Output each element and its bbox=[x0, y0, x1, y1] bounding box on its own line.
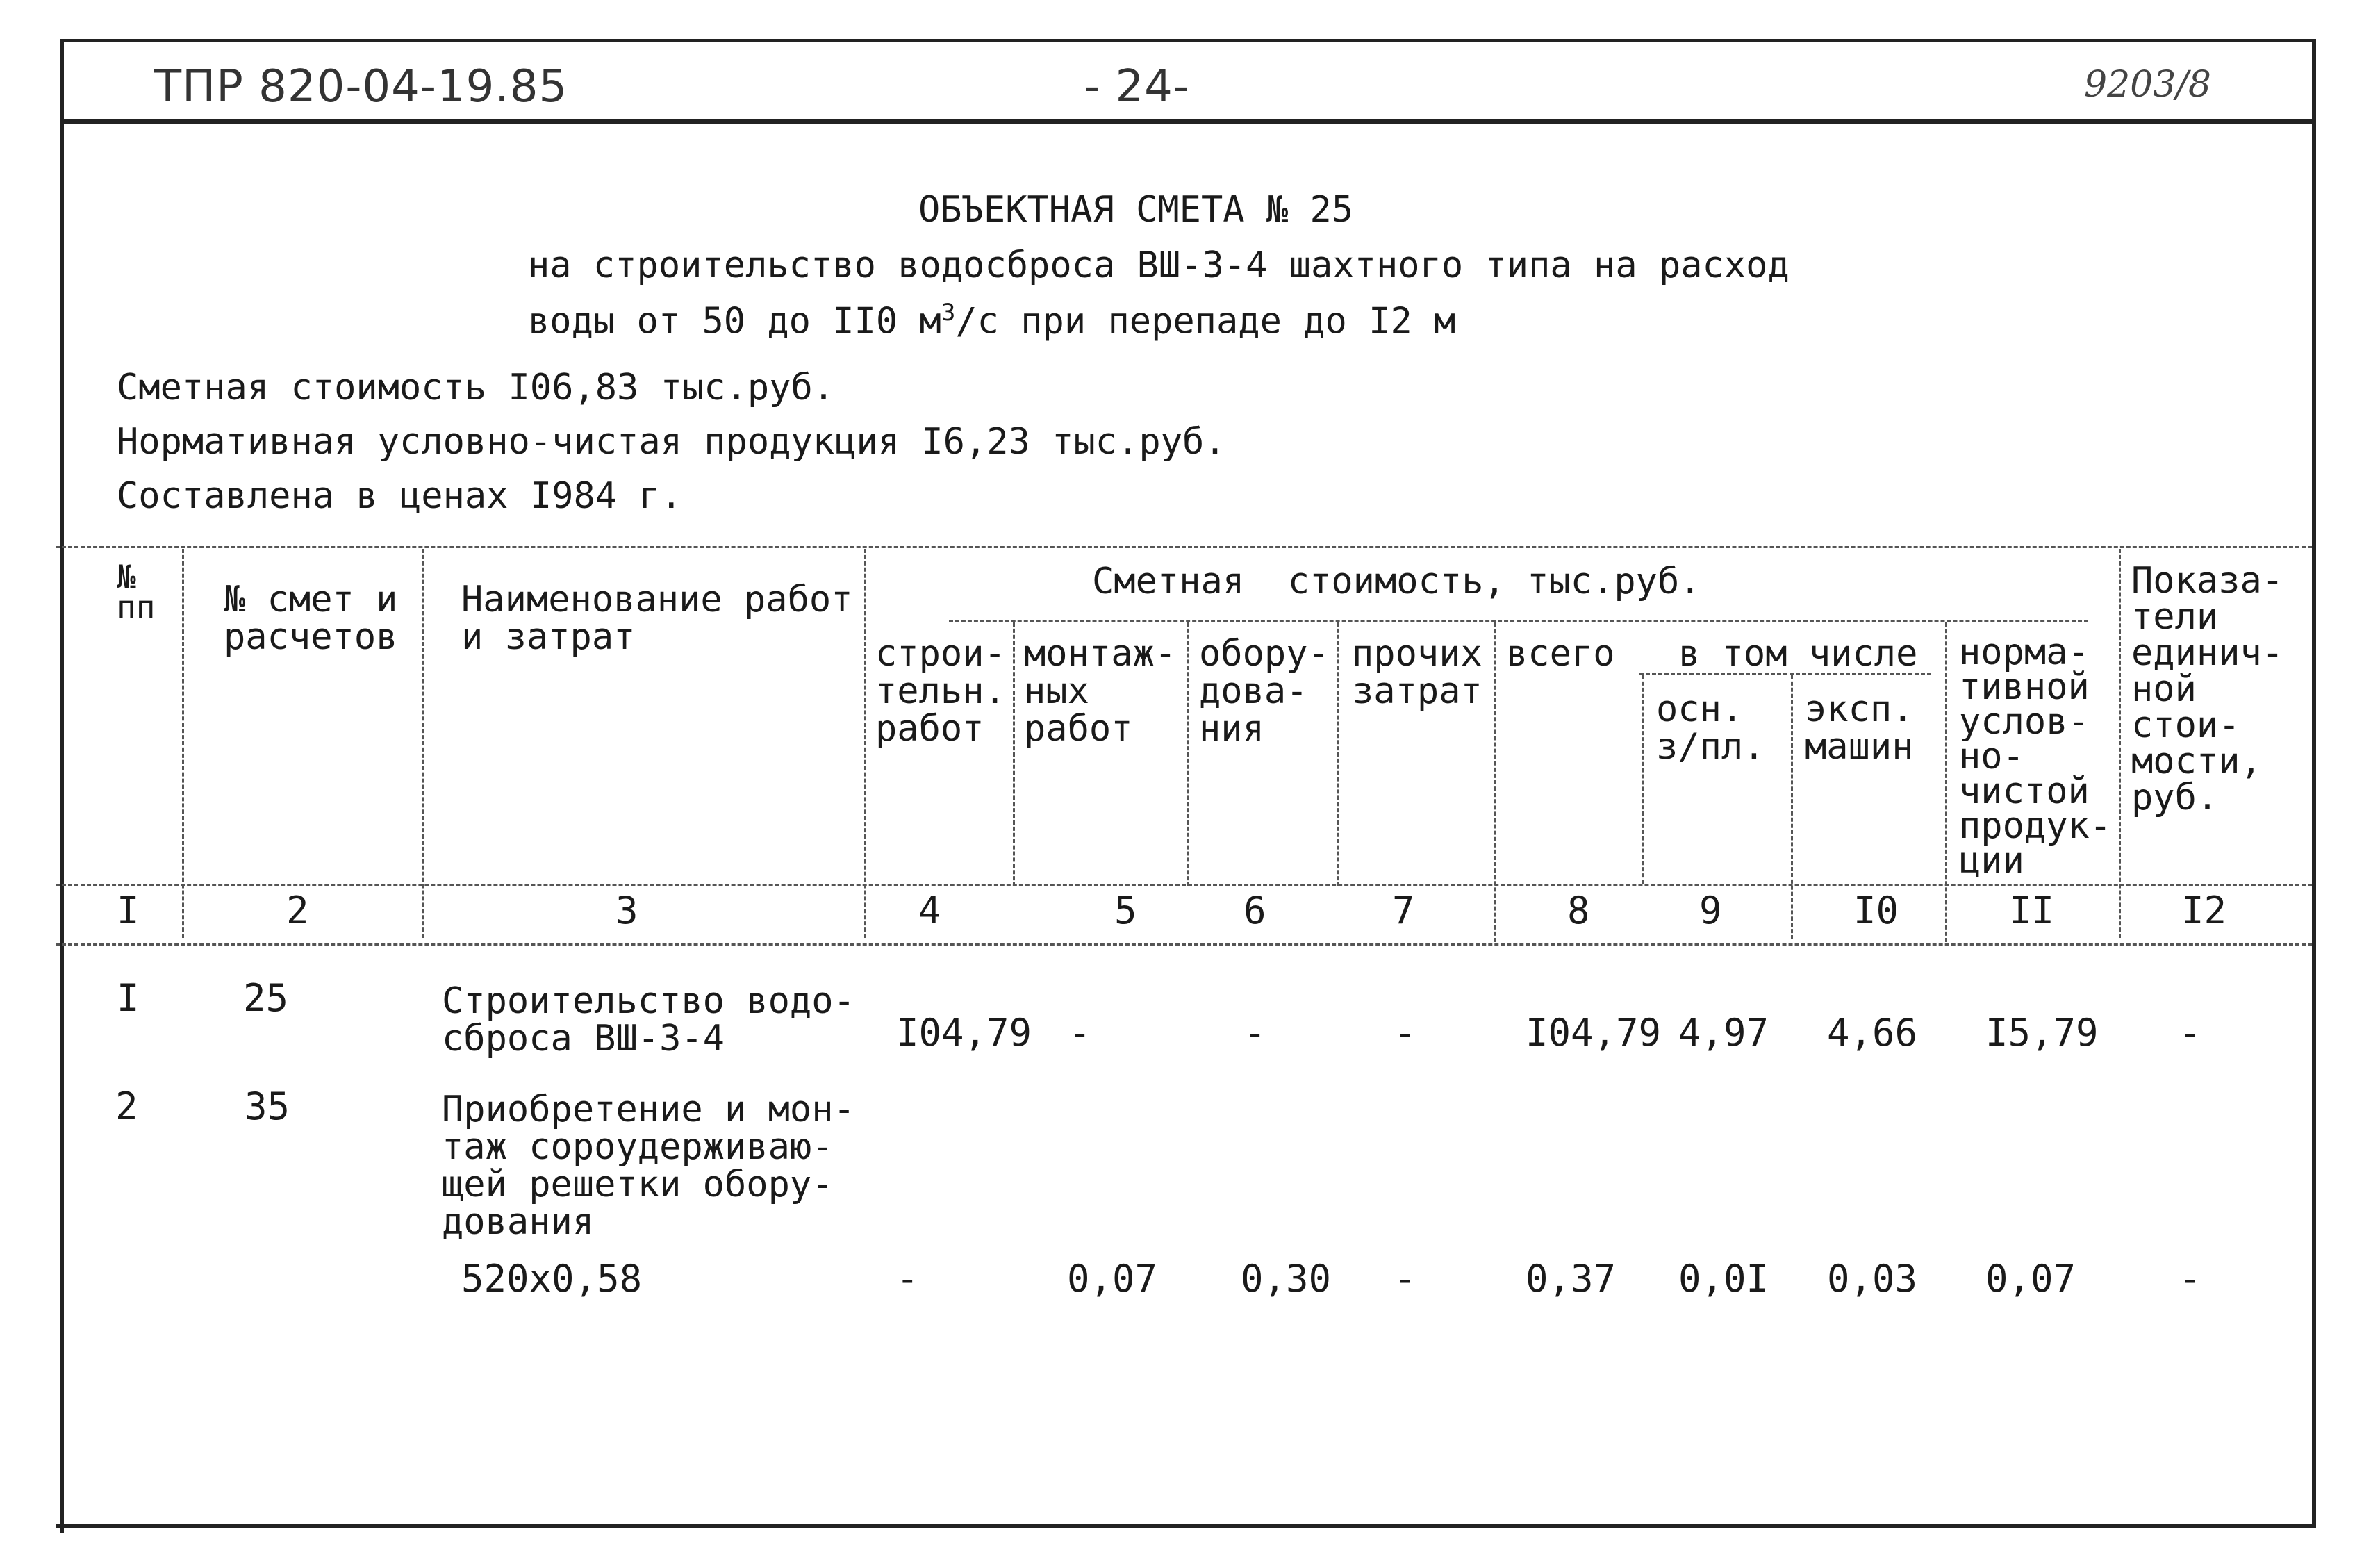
col-number-7: 7 bbox=[1392, 889, 1415, 932]
row3-equipment: 0,30 bbox=[1241, 1257, 1332, 1301]
row3-calc: 520х0,58 bbox=[461, 1257, 643, 1301]
normative-product: Нормативная условно-чистая продукция I6,23 тыс.руб. bbox=[117, 421, 1226, 463]
col-divider-11 bbox=[2119, 549, 2121, 938]
header-unit-cost: Показа- тели единич- ной стои- мости, руб. bbox=[2131, 560, 2284, 818]
col-divider-10 bbox=[1945, 622, 1947, 942]
header-installation: монтаж- ных работ bbox=[1024, 633, 1177, 750]
row3-installation: 0,07 bbox=[1067, 1257, 1158, 1301]
header-rule bbox=[60, 119, 2316, 124]
header-no: № пп bbox=[117, 558, 156, 626]
col-number-12: I2 bbox=[2181, 889, 2227, 932]
col-divider-1 bbox=[182, 549, 184, 938]
row1-equipment: - bbox=[1243, 1011, 1266, 1055]
row3-construction: - bbox=[896, 1257, 919, 1301]
row3-machines: 0,03 bbox=[1827, 1257, 1918, 1301]
row1-norm-product: I5,79 bbox=[1985, 1011, 2099, 1055]
page-number: - 24- bbox=[1084, 61, 1190, 113]
document-title: ОБЪЕКТНАЯ СМЕТА № 25 bbox=[918, 189, 1354, 231]
row3-norm-product: 0,07 bbox=[1985, 1257, 2076, 1301]
row1-construction: I04,79 bbox=[896, 1011, 1032, 1055]
frame-left-line bbox=[60, 39, 64, 1533]
row1-no: I bbox=[117, 976, 140, 1020]
row1-name: Строительство водо- сброса ВШ-3-4 bbox=[442, 980, 855, 1059]
col-divider-8 bbox=[1642, 675, 1644, 884]
header-norm-product: норма- тивной услов- но- чистой продук- ции bbox=[1959, 632, 2112, 882]
row2-estimate-no: 35 bbox=[245, 1084, 290, 1128]
col-number-4: 4 bbox=[918, 889, 941, 932]
frame-top-line bbox=[60, 39, 2316, 42]
col-number-5: 5 bbox=[1114, 889, 1137, 932]
col-number-1: I bbox=[117, 889, 140, 932]
document-subtitle-line2: воды от 50 до II0 $м^3/с$ при перепаде до I2 м bbox=[528, 299, 1456, 343]
header-machines: эксп. машин bbox=[1805, 688, 1914, 768]
col-number-2: 2 bbox=[286, 889, 309, 932]
row2-name: Приобретение и мон- таж сороудерживаю- щей решетки обору- дования bbox=[442, 1089, 855, 1243]
col-number-11: II bbox=[2009, 889, 2055, 932]
estimate-cost: Сметная стоимость I06,83 тыс.руб. bbox=[117, 367, 835, 409]
header-equipment: обору- дова- ния bbox=[1199, 633, 1330, 750]
document-subtitle-line1: на строительство водосброса ВШ-3-4 шахтного типа на расход bbox=[528, 245, 1790, 286]
doc-code: ТПР 820-04-19.85 bbox=[154, 61, 568, 113]
header-name: Наименование работ и затрат bbox=[461, 579, 853, 658]
col-number-3: 3 bbox=[615, 889, 638, 932]
row1-unit-cost: - bbox=[2179, 1011, 2201, 1055]
table-top-line bbox=[56, 546, 2312, 548]
row1-machines: 4,66 bbox=[1827, 1011, 1918, 1055]
header-base-wage: осн. з/пл. bbox=[1656, 688, 1765, 768]
col-divider-6 bbox=[1337, 622, 1339, 886]
col-number-6: 6 bbox=[1243, 889, 1266, 932]
col-divider-9 bbox=[1791, 675, 1793, 939]
row3-total: 0,37 bbox=[1526, 1257, 1617, 1301]
col-divider-4 bbox=[1013, 622, 1015, 886]
col-divider-2 bbox=[422, 549, 424, 938]
col-divider-7 bbox=[1494, 622, 1496, 942]
row1-base-wage: 4,97 bbox=[1678, 1011, 1769, 1055]
col-number-8: 8 bbox=[1567, 889, 1590, 932]
header-bottom-line bbox=[56, 884, 2312, 886]
price-basis: Составлена в ценах I984 г. bbox=[117, 475, 682, 517]
header-total: всего bbox=[1506, 633, 1615, 675]
col-number-10: I0 bbox=[1853, 889, 1899, 932]
frame-bottom-line bbox=[56, 1524, 2316, 1528]
row1-total: I04,79 bbox=[1526, 1011, 1662, 1055]
frame-right-line bbox=[2312, 42, 2316, 1528]
header-cost-group: Сметная стоимость, тыс.руб. bbox=[1092, 561, 1701, 602]
header-other: прочих затрат bbox=[1352, 633, 1482, 712]
row3-unit-cost: - bbox=[2179, 1257, 2201, 1301]
row2-no: 2 bbox=[115, 1084, 138, 1128]
cost-group-underline bbox=[949, 620, 2088, 622]
row1-installation: - bbox=[1068, 1011, 1091, 1055]
header-incl-group: в том числе bbox=[1678, 633, 1918, 675]
row3-other: - bbox=[1394, 1257, 1416, 1301]
row1-estimate-no: 25 bbox=[243, 976, 289, 1020]
row1-other: - bbox=[1394, 1011, 1416, 1055]
reference-number: 9203/8 bbox=[2084, 64, 2211, 106]
col-number-9: 9 bbox=[1699, 889, 1722, 932]
col-numbers-bottom-line bbox=[56, 943, 2312, 946]
row3-base-wage: 0,0I bbox=[1678, 1257, 1769, 1301]
header-estimate-no: № смет и расчетов bbox=[224, 579, 398, 658]
col-divider-3 bbox=[864, 549, 866, 938]
header-construction: строи- тельн. работ bbox=[875, 633, 1006, 750]
col-divider-5 bbox=[1187, 622, 1189, 886]
